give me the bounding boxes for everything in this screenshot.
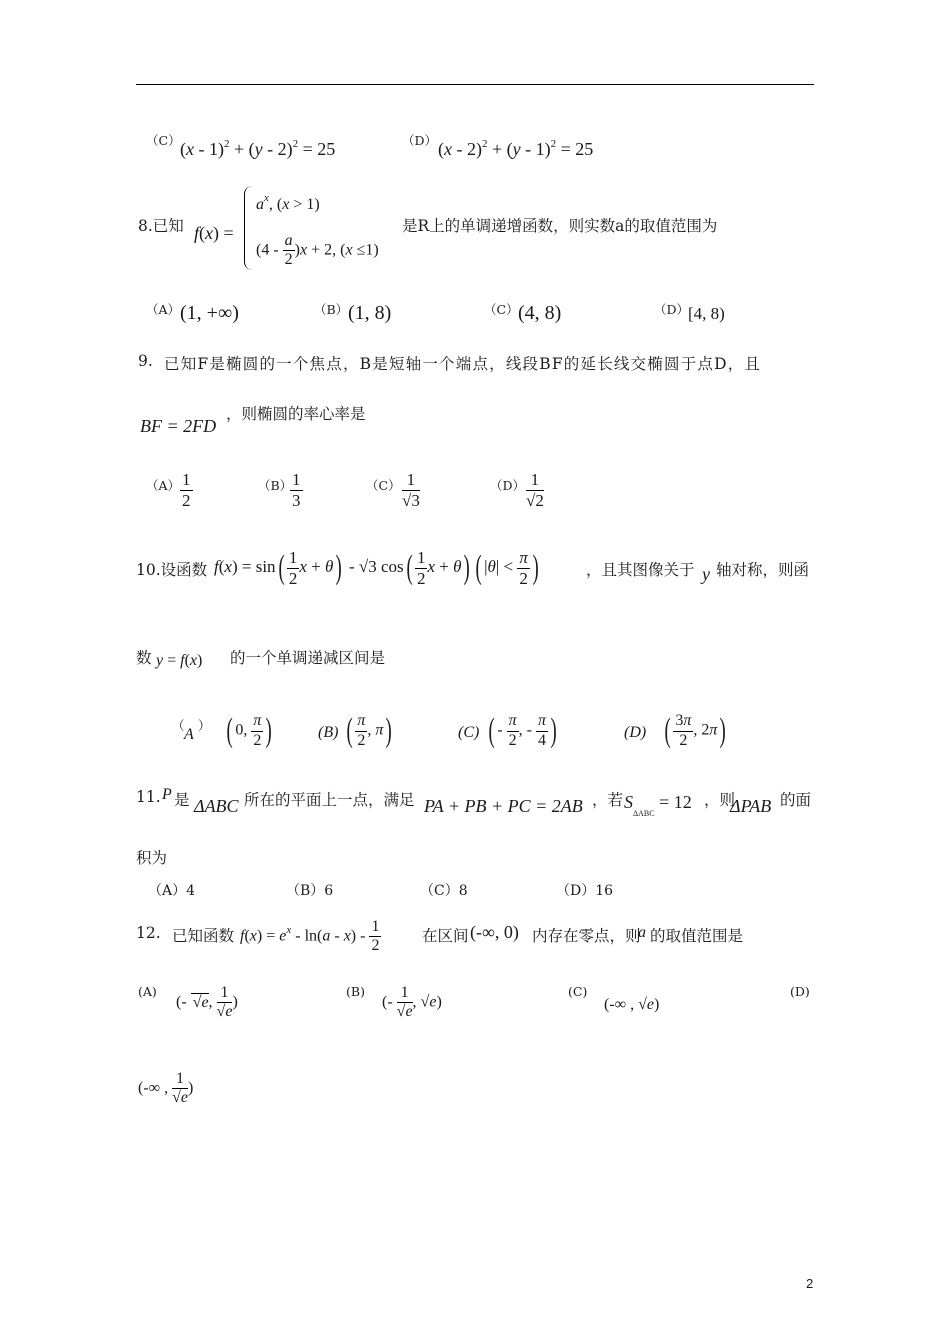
q9-tail: ，则椭圆的率心率是 — [226, 405, 366, 423]
q10-line2-pre: 数 — [136, 649, 152, 667]
q8-option-a-value: (1, +∞) — [180, 302, 239, 324]
q8-option-b-label: （B） — [314, 302, 349, 317]
q11-option-b: （B）6 — [286, 883, 334, 899]
q12-option-c-label: (C) — [568, 984, 588, 999]
q9-option-d-label: （D） — [490, 478, 526, 493]
q10-axis: y — [702, 564, 710, 584]
q12-a: a — [638, 924, 646, 941]
q7-option-d-expr: (x - 2)$^2$ + (y - 1)$^2$ = 25 — [438, 138, 594, 159]
q10-option-b-value: ( $\frac{\pi}{2}$ , π) — [346, 712, 393, 749]
q8-case-2: (4 - $\frac{a}{2}$ )x + 2, (x ≤1) — [256, 232, 379, 269]
q10-function: f(x) = sin( $\frac{1}{2}$ x + θ) - √3 cos( $\frac{1}{2}$ x + θ) ( |θ| < $\frac{\pi}{2}$ ) — [214, 548, 539, 588]
q11-triangle-2: ΔPAB — [730, 796, 772, 816]
q12-option-a-value: (- √e, $\frac{1}{√e}$ ) — [176, 984, 238, 1021]
q12-t2: 内存在零点，则 — [532, 927, 641, 945]
q11-option-d: （D）16 — [556, 883, 614, 899]
q8-option-d-value: [4, 8) — [688, 304, 725, 323]
q12-option-c-value: (-∞ , √e) — [604, 996, 660, 1013]
q8-option-a-label: （A） — [146, 302, 181, 317]
q9-option-c-value: $\frac{1}{√3}$ — [402, 470, 420, 510]
q11-option-c: （C）8 — [420, 883, 468, 899]
q11-equation: PA + PB + PC = 2AB — [424, 796, 583, 816]
q10-condition-2: 轴对称，则函 — [716, 561, 810, 579]
q11-t4: ，则 — [704, 791, 736, 809]
q11-t1: 是 — [174, 791, 190, 809]
page-number: 2 — [806, 1276, 814, 1291]
q12-function: $f(x) = e^x - \ln(a - x)$ - $\frac{1}{2}$ — [240, 918, 380, 955]
q10-option-d-label: (D) — [624, 724, 647, 741]
q9-option-a-label: （A） — [146, 478, 181, 493]
q12-option-d-label: (D) — [790, 984, 810, 999]
q9-text: 已知F是椭圆的一个焦点，B是短轴一个端点，线段BF的延长线交椭圆于点D，且 — [164, 355, 762, 373]
q8-brace — [244, 186, 255, 270]
q12-pre: 已知函数 — [172, 927, 235, 945]
q11-t5: 的面 — [780, 791, 812, 809]
q8-option-c-label: （C） — [484, 302, 519, 317]
q10-line2-func: y = f(x) — [156, 652, 203, 669]
q12-t3: 的取值范围是 — [650, 927, 744, 945]
q7-option-c-expr: (x - 1)$^2$ + (y - 2)$^2$ = 25 — [180, 138, 336, 159]
q8-function: f(x) = — [194, 223, 234, 243]
q8-case-1: $a^x$, (x > 1) — [256, 192, 320, 213]
header-rule — [136, 84, 814, 85]
q10-option-a-label-close: ） — [198, 718, 211, 733]
q10-option-c-label: (C) — [458, 724, 480, 741]
q12-option-a-label: (A) — [138, 984, 157, 999]
q9-option-b-value: $\frac{1}{3}$ — [292, 470, 301, 510]
q7-option-c-label: （C） — [146, 133, 181, 148]
q10-condition: ，且其图像关于 — [586, 561, 695, 579]
q9-number: 9. — [138, 352, 153, 370]
q11-point: P — [162, 786, 172, 803]
q9-option-d-value: $\frac{1}{√2}$ — [526, 470, 544, 510]
q8-number: 8.已知 — [138, 217, 184, 235]
q10-option-c-value: ( - $\frac{\pi}{2}$ , - $\frac{\pi}{4}$ ) — [488, 712, 557, 749]
q10-option-a-value: ( 0, $\frac{\pi}{2}$ ) — [226, 712, 273, 749]
q11-t3: ，若 — [592, 791, 624, 809]
q12-option-b-value: (- $\frac{1}{√e}$ , √e) — [382, 984, 442, 1021]
q11-area: $S_{\Delta ABC} = 12$ — [624, 792, 692, 818]
q12-interval: (-∞, 0) — [470, 922, 519, 942]
q8-statement: 是R上的单调递增函数，则实数a的取值范围为 — [402, 217, 718, 235]
q8-option-c-value: (4, 8) — [518, 302, 562, 324]
q12-t1: 在区间 — [422, 927, 469, 945]
q9-condition: BF = 2FD — [140, 416, 217, 436]
q12-option-d-value: (-∞ , $\frac{1}{√e}$ ) — [138, 1070, 194, 1107]
q10-line2-post: 的一个单调递减区间是 — [230, 649, 386, 667]
q11-number: 11. — [136, 788, 161, 806]
q10-option-b-label: (B) — [318, 724, 339, 741]
q10-option-a-letter: A — [184, 726, 194, 743]
q10-number: 10.设函数 — [136, 561, 208, 579]
q9-option-b-label: （B） — [258, 478, 293, 493]
q9-option-a-value: $\frac{1}{2}$ — [182, 470, 191, 510]
q11-t2: 所在的平面上一点，满足 — [244, 791, 415, 809]
q11-option-a: （A）4 — [148, 883, 196, 899]
q10-option-d-value: ( $\frac{3\pi}{2}$ , 2π) — [664, 712, 727, 749]
q9-option-c-label: （C） — [366, 478, 401, 493]
q12-number: 12. — [136, 924, 161, 942]
q8-option-d-label: （D） — [654, 302, 690, 317]
q7-option-d-label: （D） — [402, 133, 438, 148]
q12-option-b-label: (B) — [346, 984, 365, 999]
q11-triangle: ΔABC — [194, 796, 239, 816]
q11-line2: 积为 — [136, 849, 168, 867]
q10-option-a-label: （ — [172, 718, 185, 733]
q8-option-b-value: (1, 8) — [348, 302, 392, 324]
